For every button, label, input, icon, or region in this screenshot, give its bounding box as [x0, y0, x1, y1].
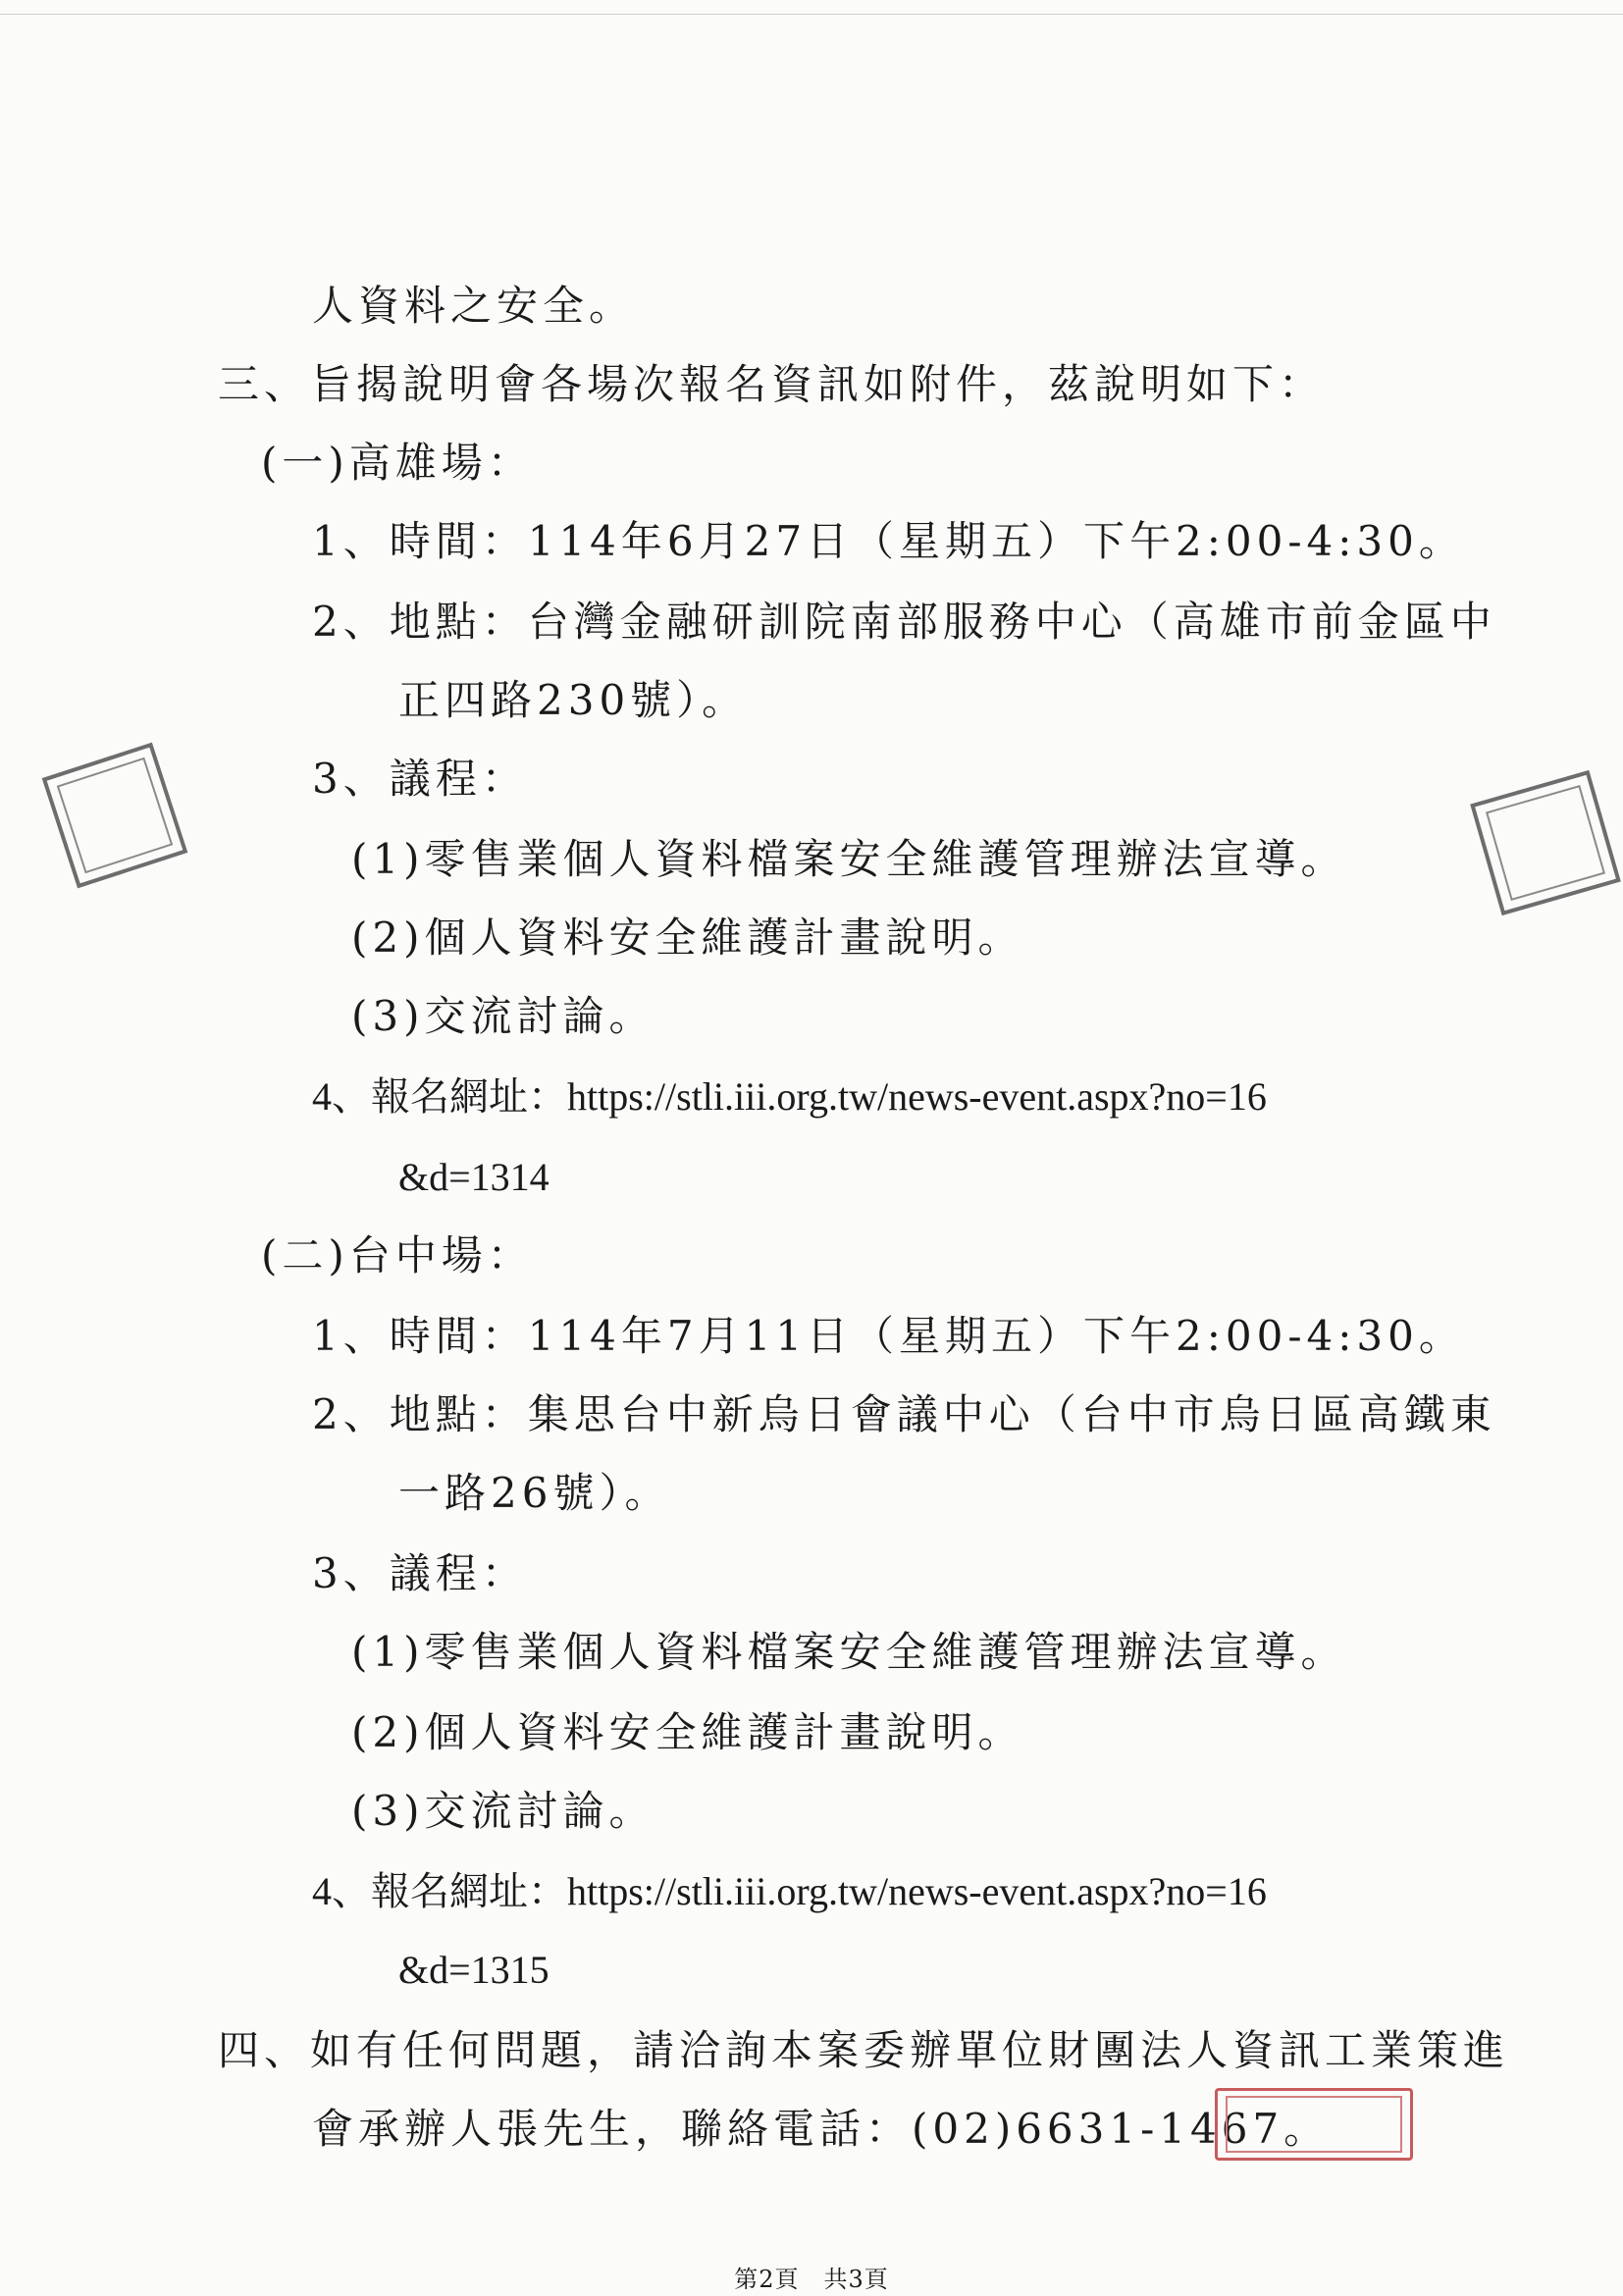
kaohsiung-agenda-item: (3)交流討論。: [351, 992, 655, 1040]
taichung-time-line: 1、時間：114年7月11日（星期五）下午2:00-4:30。: [312, 1312, 1465, 1360]
taichung-registration-url-continued: &d=1315: [398, 1948, 550, 1992]
section-three-heading: 三、旨揭說明會各場次報名資訊如附件，茲說明如下：: [218, 360, 1326, 408]
subsection-kaohsiung-heading: (一)高雄場：: [261, 439, 534, 487]
taichung-agenda-item: (3)交流討論。: [351, 1787, 655, 1835]
kaohsiung-location-line: 2、地點：台灣金融研訓院南部服務中心（高雄市前金區中: [312, 598, 1496, 646]
taichung-agenda-item: (2)個人資料安全維護計畫說明。: [351, 1708, 1024, 1756]
seal-inner-border: [1486, 785, 1606, 901]
taichung-agenda-heading: 3、議程：: [312, 1549, 528, 1597]
taichung-registration-url: 4、報名網址：https://stli.iii.org.tw/news-event.aspx?no=16: [312, 1869, 1267, 1913]
right-margin-seal-stamp: [1470, 770, 1621, 915]
subsection-taichung-heading: (二)台中場：: [261, 1231, 534, 1279]
left-margin-seal-stamp: [42, 743, 188, 889]
kaohsiung-registration-url-continued: &d=1314: [398, 1155, 550, 1199]
seal-inner-border: [57, 757, 174, 874]
contact-line: 會承辦人張先生，聯絡電話：(02)6631-1467。: [312, 2105, 1331, 2153]
kaohsiung-agenda-heading: 3、議程：: [312, 755, 528, 803]
kaohsiung-location-continued: 正四路230號）。: [398, 676, 749, 724]
kaohsiung-agenda-item: (1)零售業個人資料檔案安全維護管理辦法宣導。: [351, 835, 1347, 883]
section-four-line: 四、如有任何問題，請洽詢本案委辦單位財團法人資訊工業策進: [218, 2026, 1510, 2074]
top-edge-line: [0, 14, 1623, 15]
seal-inner-border: [1226, 2096, 1402, 2152]
kaohsiung-time-line: 1、時間：114年6月27日（星期五）下午2:00-4:30。: [312, 517, 1465, 565]
taichung-agenda-item: (1)零售業個人資料檔案安全維護管理辦法宣導。: [351, 1628, 1347, 1676]
taichung-location-continued: 一路26號）。: [398, 1469, 671, 1517]
text-line: 人資料之安全。: [312, 282, 636, 330]
kaohsiung-registration-url: 4、報名網址：https://stli.iii.org.tw/news-event.aspx?no=16: [312, 1074, 1267, 1119]
red-official-seal-stamp: [1215, 2088, 1413, 2161]
page-number-footer: 第2頁 共3頁: [734, 2266, 889, 2293]
taichung-location-line: 2、地點：集思台中新烏日會議中心（台中市烏日區高鐵東: [312, 1390, 1496, 1438]
kaohsiung-agenda-item: (2)個人資料安全維護計畫說明。: [351, 913, 1024, 962]
